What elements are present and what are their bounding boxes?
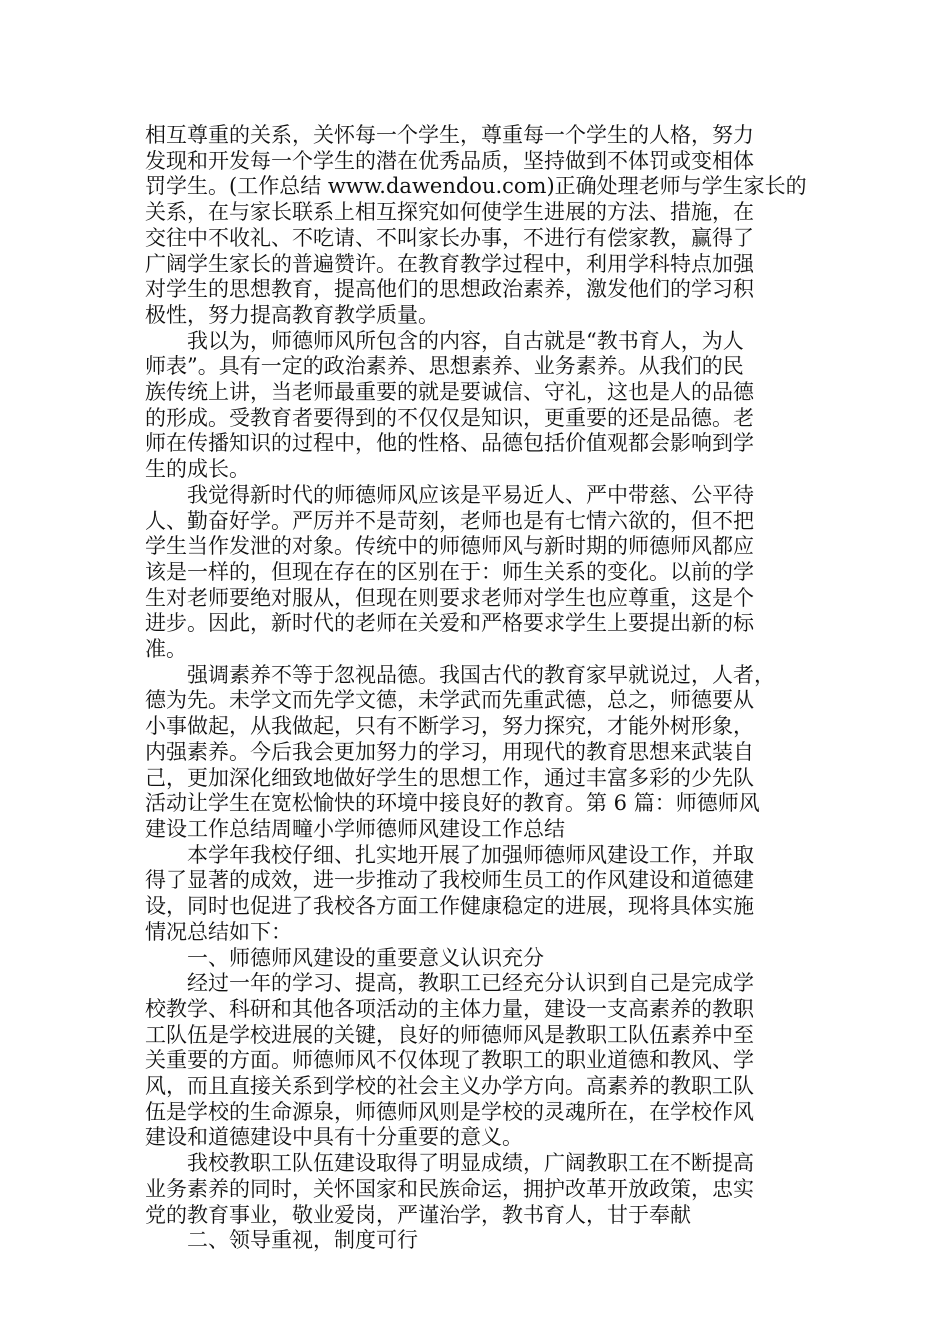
text-line: 一、师德师风建设的重要意义认识充分 [187,945,544,970]
text-line: 关重要的方面。师德师风不仅体现了教职工的职业道德和教风、学 [145,1048,754,1073]
text-line: 伍是学校的生命源泉，师德师风则是学校的灵魂所在，在学校作风 [145,1099,754,1124]
text-line: 工队伍是学校进展的关键，良好的师德师风是教职工队伍素养中至 [145,1022,754,1047]
text-line: 情况总结如下： [145,919,292,944]
text-line: 师在传播知识的过程中，他的性格、品德包括价值观都会影响到学 [145,431,754,456]
text-line: 交往中不收礼、不吃请、不叫家长办事，不进行有偿家教，赢得了 [145,225,754,250]
text-line: 党的教育事业，敬业爱岗，严谨治学，教书育人，甘于奉献 [145,1202,691,1227]
paragraph [145,329,815,483]
paragraph [145,1151,815,1228]
text-line: 建设和道德建设中具有十分重要的意义。 [145,1125,523,1150]
text-line: 生的成长。 [145,457,250,482]
document-body [145,123,815,1254]
text-line: 学生当作发泄的对象。传统中的师德师风与新时期的师德师风都应 [145,534,754,559]
text-line: 进步。因此，新时代的老师在关爱和严格要求学生上要提出新的标 [145,611,754,636]
text-line: 建设工作总结周疃小学师德师风建设工作总结 [145,816,565,841]
text-line: 德为先。未学文而先学文德，未学武而先重武德，总之，师德要从 [145,688,754,713]
text-line: 准。 [145,637,187,662]
text-line: 的形成。受教育者要得到的不仅仅是知识，更重要的还是品德。老 [145,405,754,430]
text-line: 经过一年的学习、提高，教职工已经充分认识到自己是完成学 [187,971,754,996]
text-line: 生对老师要绝对服从，但现在则要求老师对学生也应尊重，这是个 [145,585,754,610]
text-line: 极性，努力提高教育教学质量。 [145,302,439,327]
text-line: 小事做起，从我做起，只有不断学习，努力探究，才能外树形象， [145,714,754,739]
text-line: 人、勤奋好学。严厉并不是苛刻，老师也是有七情六欲的，但不把 [145,508,754,533]
text-line: 师表”。具有一定的政治素养、思想素养、业务素养。从我们的民 [145,354,744,379]
text-line: 罚学生。(工作总结 www.dawendou.com)正确处理老师与学生家长的 [145,174,807,199]
text-line: 己，更加深化细致地做好学生的思想工作，通过丰富多彩的少先队 [145,765,754,790]
text-line: 设，同时也促进了我校各方面工作健康稳定的进展，现将具体实施 [145,894,754,919]
text-line: 本学年我校仔细、扎实地开展了加强师德师风建设工作，并取 [187,842,754,867]
paragraph [145,663,815,843]
text-line: 活动让学生在宽松愉快的环境中接良好的教育。第 6 篇：师德师风 [145,791,760,816]
text-line: 关系，在与家长联系上相互探究如何使学生进展的方法、措施，在 [145,200,754,225]
paragraph [145,971,815,1151]
text-line: 业务素养的同时，关怀国家和民族命运，拥护改革开放政策，忠实 [145,1176,754,1201]
text-line: 族传统上讲，当老师最重要的就是要诚信、守礼，这也是人的品德 [145,380,754,405]
text-line: 内强素养。今后我会更加努力的学习，用现代的教育思想来武装自 [145,739,754,764]
text-line: 对学生的思想教育，提高他们的思想政治素养，激发他们的学习积 [145,277,754,302]
text-line: 校教学、科研和其他各项活动的主体力量，建设一支高素养的教职 [145,996,754,1021]
text-line: 我校教职工队伍建设取得了明显成绩，广阔教职工在不断提高 [187,1151,754,1176]
text-line: 二、领导重视，制度可行 [187,1228,418,1253]
paragraph [145,123,815,329]
paragraph [145,843,815,946]
text-line: 广阔学生家长的普遍赞许。在教育教学过程中，利用学科特点加强 [145,251,754,276]
text-line: 风，而且直接关系到学校的社会主义办学方向。高素养的教职工队 [145,1074,754,1099]
text-line: 发现和开发每一个学生的潜在优秀品质，坚持做到不体罚或变相体 [145,148,754,173]
text-line: 相互尊重的关系，关怀每一个学生，尊重每一个学生的人格，努力 [145,123,754,147]
paragraph [145,483,815,663]
text-line: 得了显著的成效，进一步推动了我校师生员工的作风建设和道德建 [145,868,754,893]
paragraph [145,946,815,972]
text-line: 该是一样的，但现在存在的区别在于：师生关系的变化。以前的学 [145,559,754,584]
paragraph [145,1228,815,1254]
text-line: 我觉得新时代的师德师风应该是平易近人、严中带慈、公平待 [187,482,754,507]
text-line: 强调素养不等于忽视品德。我国古代的教育家早就说过，人者， [187,662,775,687]
text-line: 我以为，师德师风所包含的内容，自古就是“教书育人，为人 [187,328,744,353]
